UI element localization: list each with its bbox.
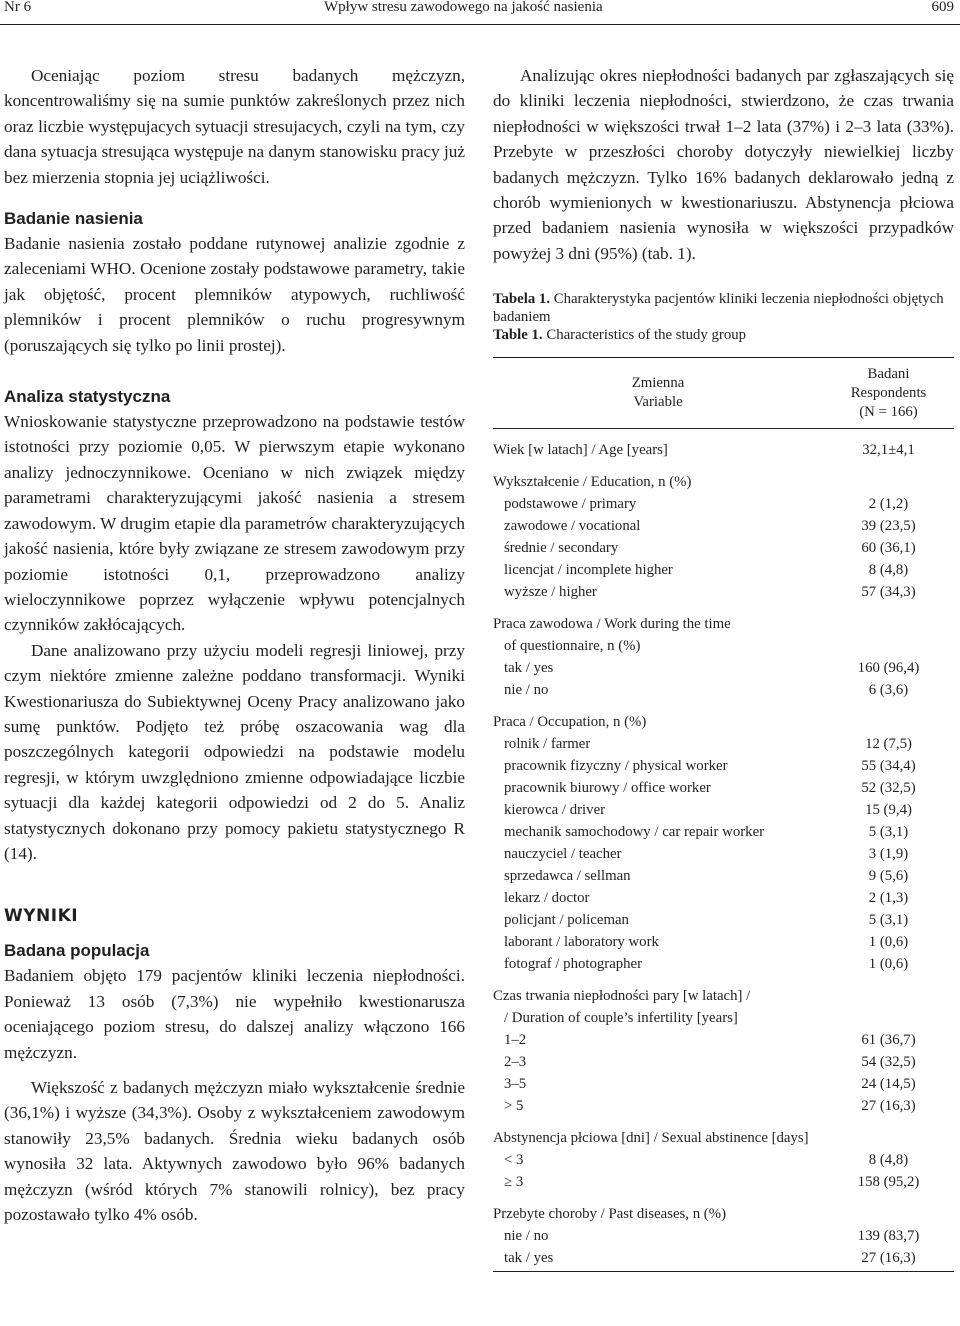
issue-number: Nr 6 — [4, 0, 32, 15]
table-row: Wiek [w latach] / Age [years] 32,1±4,1 — [493, 442, 915, 459]
caption-polish — [493, 290, 954, 326]
caption-english-label: Table 1. — [493, 327, 543, 344]
caption-english — [493, 326, 954, 344]
table-row: nauczyciel / teacher 3 (1,9) — [504, 846, 909, 863]
left-column — [4, 63, 465, 1227]
table-row: 1–2 61 (36,7) — [504, 1032, 916, 1049]
table-row: rolnik / farmer 12 (7,5) — [504, 736, 912, 753]
table-row: sprzedawca / sellman 9 (5,6) — [504, 868, 909, 885]
table-row: wyższe / higher 57 (34,3) — [504, 584, 916, 601]
table-row: / Duration of couple’s infertility [years] — [504, 1010, 738, 1027]
table-row: Praca / Occupation, n (%) — [493, 714, 647, 731]
table-row: pracownik fizyczny / physical worker 55 (34,4) — [504, 758, 916, 775]
header-rule — [0, 24, 960, 25]
table-row: kierowca / driver 15 (9,4) — [504, 802, 912, 819]
table-row: nie / no 6 (3,6) — [504, 682, 909, 699]
right-column — [493, 63, 954, 1272]
characteristics-table — [493, 357, 954, 1272]
table-row: średnie / secondary 60 (36,1) — [504, 540, 916, 557]
table-row: nie / no 139 (83,7) — [504, 1228, 920, 1245]
paragraph-semen-analysis: Badanie nasienia zostało poddane rutynowej analizie zgodnie z zaleceniami WHO. Ocenione zostały podstawowe parametry, takie jak objętość, procent plemników atypowych, ruchliwość plemników i procent plemników o ruchu progresywnym (poruszających się tylko po linii prostej). — [4, 234, 465, 355]
table-row: fotograf / photographer 1 (0,6) — [504, 956, 909, 973]
paragraph-regression: Dane analizowano przy użyciu modeli regresji liniowej, przy czym niektóre zmienne zależne poddano transformacji. Wyniki Kwestionariusza do Subiektywnej Oceny Pracy analizowano jako sumę punktów. Podjęto też próbę oszacowania wag dla poszczególnych kategorii odpowiedzi na podstawie modelu regresji, w którym uwzględniono zmienne odpowiadające liczbie sytuacji dla każdej kategorii odpowiedzi od 2 do 5. Analiz statystycznych dokonano przy pomocy pakietu statystycznego R (14). — [4, 640, 465, 863]
table-row: podstawowe / primary 2 (1,2) — [504, 496, 909, 513]
running-header — [0, 0, 960, 26]
table-row: licencjat / incomplete higher 8 (4,8) — [504, 562, 909, 579]
table-row: tak / yes 160 (96,4) — [504, 660, 920, 677]
heading-study-population: Badana populacja — [4, 941, 150, 961]
paragraph-stress-assessment: Oceniając poziom stresu badanych mężczyzn, koncentrowaliśmy się na sumie punktów zakreślonych przez nich oraz liczbie występujacych sytuacji stresujacych, czyli na tym, czy dana sytuacja stresująca występuje na danym stanowisku pracy już bez mierzenia stopnia jej uciążliwości. — [4, 66, 465, 187]
heading-statistical-analysis: Analiza statystyczna — [4, 387, 171, 407]
caption-polish-label: Tabela 1. — [493, 291, 551, 308]
column-header-variable: Zmienna Variable — [493, 358, 823, 429]
table-row: pracownik biurowy / office worker 52 (32,5) — [504, 780, 916, 797]
table-row: lekarz / doctor 2 (1,3) — [504, 890, 909, 907]
table-row: 3–5 24 (14,5) — [504, 1076, 916, 1093]
table-row: Abstynencja płciowa [dni] / Sexual abstinence [days] — [493, 1130, 809, 1147]
table-caption — [493, 290, 954, 344]
caption-english-text: Characteristics of the study group — [542, 327, 747, 344]
paragraph-study-population: Badaniem objęto 179 pacjentów kliniki leczenia niepłodności. Ponieważ 13 osób (7,3%) nie wypełniło kwestionarusza oceniającego poziom stresu, do dalszej analizy włączono 166 mężczyzn. — [4, 966, 465, 1062]
paragraph-statistical-analysis: Wnioskowanie statystyczne przeprowadzono na podstawie testów istotności przy poziomie 0,05. W pierwszym etapie wykonano analizy jednoczynnikowe. Oceniano w nich związek między parametrami charakteryzującymi jakość nasienia a stresem zawodowym. W drugim etapie dla parametrów charakteryzujących jakość nasienia, które były związane ze stresem zawodowym przy poziomie istotności 0,1, przeprowadzono analizy wieloczynnikowe poprzez wyłączenie wpływu potencjalnych czynników zakłócających. — [4, 412, 465, 635]
paragraph-education: Większość z badanych mężczyzn miało wykształcenie średnie (36,1%) i wyższe (34,3%). Osoby z wykształceniem zawodowym stanowiły 23,5% badanych. Średnia wieku badanych osób wynosiła 32 lata. Aktywnych zawodowo było 96% badanych mężczyzn (wśród których 7% stanowili rolnicy), bez pracy pozostawało tylko 4% osób. — [4, 1078, 465, 1225]
table-row: tak / yes 27 (16,3) — [493, 1247, 954, 1272]
table-row: Wykształcenie / Education, n (%) — [493, 474, 692, 491]
table-row: < 3 8 (4,8) — [504, 1152, 909, 1169]
column-header-respondents: Badani Respondents (N = 166) — [823, 358, 954, 429]
heading-semen-analysis: Badanie nasienia — [4, 209, 143, 229]
table-row: policjant / policeman 5 (3,1) — [504, 912, 909, 929]
table-row: > 5 27 (16,3) — [504, 1098, 916, 1115]
table-row: Czas trwania niepłodności pary [w latach] / — [493, 988, 751, 1005]
paragraph-infertility-duration: Analizując okres niepłodności badanych par zgłaszających się do kliniki leczenia niepłodności, stwierdzono, że czas trwania niepłodności w większości trwał 1–2 lata (37%) i 2–3 lata (33%). Przebyte w przeszłości choroby dotyczyły niewielkiej liczby badanych mężczyzn. Tylko 16% badanych deklarowało jedną z chorób wymienionych w kwestionariuszu. Abstynencja płciowa przed badaniem nasienia wynosiła w większości przypadków powyżej 3 dni (95%) (tab. 1). — [493, 66, 954, 263]
table-body — [493, 429, 954, 1272]
table-row: zawodowe / vocational 39 (23,5) — [504, 518, 916, 535]
table-row: Przebyte choroby / Past diseases, n (%) — [493, 1206, 726, 1223]
table-row: laborant / laboratory work 1 (0,6) — [504, 934, 909, 951]
table-row: mechanik samochodowy / car repair worker 5 (3,1) — [504, 824, 909, 841]
heading-results: WYNIKI — [4, 906, 79, 927]
page-number: 609 — [931, 0, 954, 15]
table-row: Praca zawodowa / Work during the time — [493, 616, 731, 633]
caption-polish-text: Charakterystyka pacjentów kliniki leczenia niepłodności objętych badaniem — [493, 291, 944, 326]
table-row: 2–3 54 (32,5) — [504, 1054, 916, 1071]
table-row: of questionnaire, n (%) — [504, 638, 641, 655]
table-row: ≥ 3 158 (95,2) — [504, 1174, 920, 1191]
running-title: Wpływ stresu zawodowego na jakość nasienia — [324, 0, 603, 15]
